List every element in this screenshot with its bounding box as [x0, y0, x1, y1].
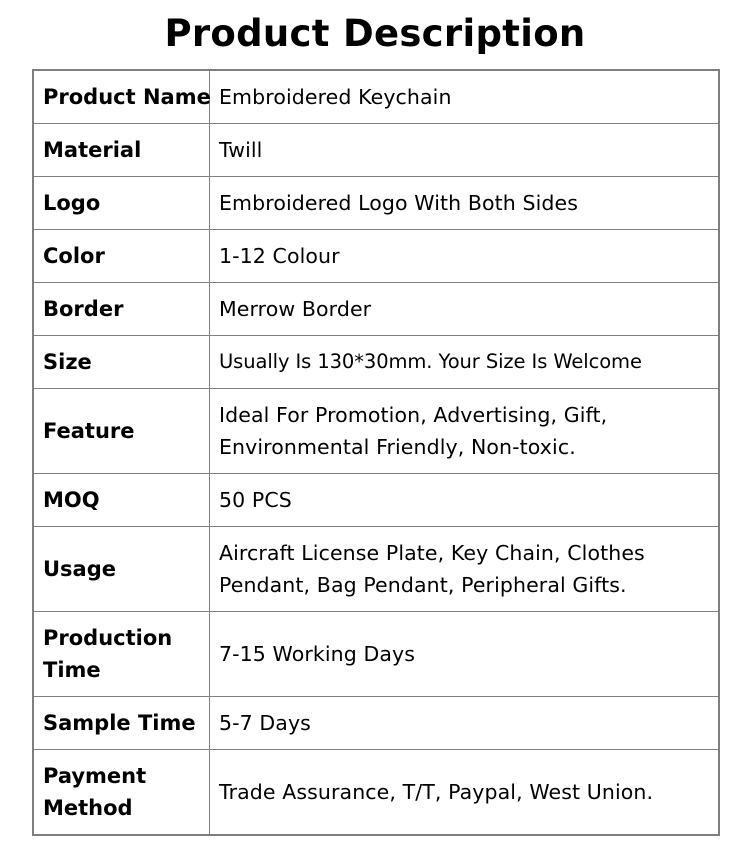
row-label: Usage: [33, 527, 210, 612]
row-value: Ideal For Promotion, Advertising, Gift, Environmental Friendly, Non-toxic.: [210, 389, 720, 474]
table-row: [33, 283, 719, 336]
row-value: 1-12 Colour: [210, 230, 720, 283]
row-label: Size: [33, 336, 210, 389]
row-label: Border: [33, 283, 210, 336]
row-label: Color: [33, 230, 210, 283]
row-value: 7-15 Working Days: [210, 612, 720, 697]
table-row: [33, 177, 719, 230]
row-label: Product Name: [33, 70, 210, 124]
row-value: 5-7 Days: [210, 697, 720, 750]
table-row: [33, 612, 719, 697]
table-row: [33, 527, 719, 612]
table-row: [33, 70, 719, 124]
table-row: [33, 697, 719, 750]
table-row: [33, 230, 719, 283]
row-label: Payment Method: [33, 750, 210, 836]
row-label: Material: [33, 124, 210, 177]
row-value: Embroidered Keychain: [210, 70, 720, 124]
row-label: Sample Time: [33, 697, 210, 750]
row-label: MOQ: [33, 474, 210, 527]
row-label: Feature: [33, 389, 210, 474]
row-value: Trade Assurance, T/T, Paypal, West Union.: [210, 750, 720, 836]
row-label: Logo: [33, 177, 210, 230]
table-row: [33, 389, 719, 474]
row-label: Production Time: [33, 612, 210, 697]
table-row: [33, 474, 719, 527]
row-value: 50 PCS: [210, 474, 720, 527]
row-value: Merrow Border: [210, 283, 720, 336]
page-title: Product Description: [164, 12, 586, 55]
row-value: Usually Is 130*30mm. Your Size Is Welcome: [210, 336, 720, 389]
row-value: Embroidered Logo With Both Sides: [210, 177, 720, 230]
table-row: [33, 124, 719, 177]
row-value: Twill: [210, 124, 720, 177]
row-value: Aircraft License Plate, Key Chain, Clothes Pendant, Bag Pendant, Peripheral Gifts.: [210, 527, 720, 612]
table-row: [33, 336, 719, 389]
product-description-table: [32, 69, 720, 836]
table-row: [33, 750, 719, 836]
